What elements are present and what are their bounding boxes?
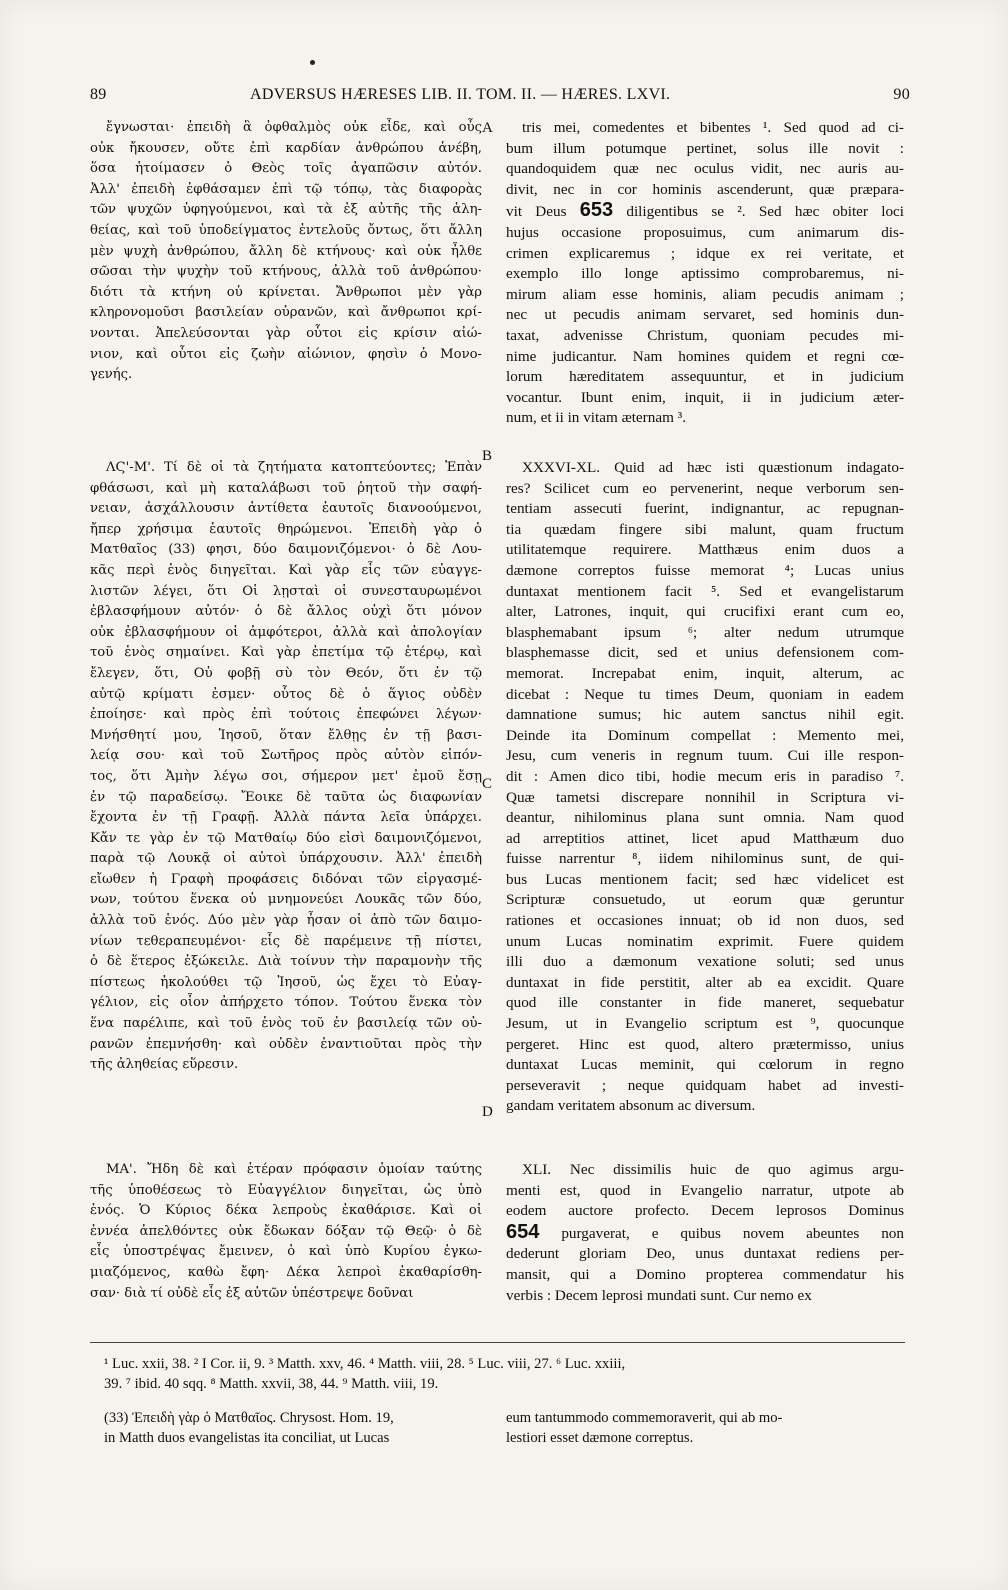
text-line: Μνήσθητί μου, Ἰησοῦ, ὅταν ἔλθῃς ἐν τῇ βασι- — [90, 727, 482, 743]
text-line: bus Lucas mentionem facit; sed hæc videlicet est — [506, 870, 904, 888]
text-line: nime judicantur. Nam homines quidem et regni cœ- — [506, 347, 904, 365]
text-line: tris mei, comedentes et bibentes ¹. Sed quod ad ci- — [522, 119, 904, 136]
marker-b: B — [482, 448, 493, 464]
text-line: tia quædam fingere sibi malunt, quam fructum — [506, 520, 904, 538]
text-line: οὐκ ἤκουσεν, οὔτε ἐπὶ καρδίαν ἀνθρώπου ἀνέβη, — [90, 140, 482, 156]
editor-note-right — [506, 1408, 904, 1448]
text-line: num, et ii in vitam æternam ³. — [506, 409, 687, 427]
text-line: unum Lucas nominatim exprimit. Fuere quidem — [506, 932, 904, 950]
greek-block-3 — [90, 1160, 482, 1304]
text-line: νων, τούτου ἕνεκα οὐ μνημονεύει Λουκᾶς τῶν δύο, — [90, 892, 482, 908]
text-line: pergeret. Hinc est quod, altero prætermisso, unius — [506, 1035, 904, 1053]
footnote-rule — [90, 1342, 905, 1343]
page-number-right: 90 — [893, 86, 910, 103]
text-line: ὅσα ἡτοίμασεν ὁ Θεὸς τοῖς ἀγαπῶσιν αὐτόν. — [90, 161, 482, 177]
editor-note-left — [104, 1408, 484, 1448]
text-line: in Matth duos evangelistas ita conciliat, ut Lucas — [104, 1430, 390, 1446]
latin-block-2 — [506, 458, 904, 1117]
greek-block-1 — [90, 118, 482, 386]
text-line: deantur, nihilominus plana sunt omnia. Nam quod — [506, 809, 904, 827]
text-line: mirum aliam esse hominis, aliam pecudis animam ; — [506, 285, 904, 303]
text-line: αὐτῷ κρίματι ἐσμεν· οὗτος δὲ ὁ ἅγιος οὐδὲν — [90, 686, 482, 702]
footnotes — [104, 1354, 904, 1394]
text-line: ἐβλασφήμουν αὐτόν· ὁ δὲ ἄλλος οὐχὶ ὅτι μόνον — [90, 604, 482, 620]
text-line: exemplo illo longe aptissimo comprobaremus, ni- — [506, 265, 904, 283]
text-line: νειαν, ἀσχάλλουσιν ἀντίθετα ἑαυτοῖς διανοούμενοι, — [90, 501, 482, 517]
text-line: fuisse narrentur ⁸, iidem nihilominus sunt, de qui- — [506, 850, 904, 868]
text-line: dicebat : Neque tu times Deum, quoniam in eadem — [506, 685, 904, 703]
text-line: gandam veritatem absonum ac diversum. — [506, 1097, 756, 1115]
ink-dot — [310, 60, 315, 65]
text-line: γέλιον, εἰς οἷον ἀπήρχετο τόπον. Τούτου ἕνεκα τὸν — [90, 995, 482, 1011]
text-line: ἔλεγεν, ὅτι, Οὐ φοβῇ σὺ τὸν Θεόν, ὅτι ἐν τῷ — [90, 665, 482, 681]
text-line: θείας, καὶ τοῦ ὑποδείγματος ἐντελοῦς ὄντως, ὅτι ἄλλη — [90, 222, 482, 238]
text-line: duntaxat mentionem facit ⁵. Sed et evangelistarum — [506, 582, 904, 600]
text-line: οὐκ ἐβλασφήμουν οἱ ἀμφότεροι, ἀλλὰ καὶ ἀπολογίαν — [90, 624, 482, 640]
text-line: verbis : Decem leprosi mundati sunt. Cur nemo ex — [506, 1286, 812, 1304]
marker-d: D — [482, 1104, 493, 1120]
text-line: bum illum potumque pertinet, solus ille novit : — [506, 139, 904, 157]
greek-block-2 — [90, 458, 482, 1076]
text-line: ἐν τῷ παραδείσῳ. Ἔοικε δὲ ταῦτα ὡς διαφωνίαν — [90, 789, 482, 805]
text-line: μὲν ψυχὴ ἀνθρώπου, ἄλλη δὲ κτήνους· καὶ οὐκ ἦλθε — [90, 243, 482, 259]
text-line: νονται. Ἀπελεύσονται γὰρ οὗτοι εἰς κρίσιν αἰώ- — [90, 325, 482, 341]
text-line: hujus occasione proposuimus, cum animarum dis- — [506, 223, 904, 241]
text-line: τῶν ψυχῶν ὑφηγούμενοι, καὶ τὰ ἐξ αὐτῆς τῆς ἀλη- — [90, 202, 482, 218]
text-line: Jesu, cum veneris in regnum tuum. Cui ille respon- — [506, 747, 904, 765]
text-line: Deinde ita Dominum compellat : Memento mei, — [506, 726, 904, 744]
text-line: ἤπερ χρήσιμα ἑαυτοῖς θηρώμενοι. Ἐπειδὴ γὰρ ὁ — [90, 521, 482, 537]
text-line: λείᾳ σου· καὶ τοῦ Σωτῆρος πρὸς αὐτὸν εἰπόν- — [90, 748, 482, 764]
text-line: γενής. — [90, 367, 133, 383]
text-line: ἕνα παρέλιπε, καὶ τοῦ ἑνὸς τοῦ ἐν βασιλείᾳ τῶν οὐ- — [90, 1016, 482, 1032]
text-line: 39. ⁷ ibid. 40 sqq. ⁸ Matth. xxvii, 38, 44. ⁹ Matth. viii, 19. — [104, 1376, 439, 1392]
text-line: eodem auctore profecto. Decem leprosos Dominus — [506, 1202, 904, 1220]
text-line: nec ut pecudis animam servaret, sed hominis dun- — [506, 306, 904, 324]
text-line: (33) Ἐπειδὴ γὰρ ὁ Ματθαῖος. Chrysost. Hom. 19, — [104, 1410, 394, 1426]
text-line: ΛϚ'-Μ'. Τί δὲ οἱ τὰ ζητήματα κατοπτεύοντες; Ἐπὰν — [106, 460, 482, 475]
text-line: σαν· διὰ τί οὐδὲ εἷς ἐξ αὐτῶν ὑπέστρεψε δοῦναι — [90, 1285, 414, 1301]
text-line: XXXVI-XL. Quid ad hæc isti quæstionum indagato- — [522, 459, 904, 476]
marker-c: C — [482, 776, 493, 792]
running-title: ADVERSUS HÆRESES LIB. II. TOM. II. — HÆRES. LXVI. — [250, 86, 671, 103]
text-line: Κἄν τε γὰρ ἐν τῷ Ματθαίῳ δύο εἰσὶ δαιμονιζόμενοι, — [90, 830, 482, 846]
text-line: κᾶς περὶ ἑνὸς διηγεῖται. Καὶ γὰρ εἷς τῶν εὐαγγε- — [90, 562, 482, 578]
marker-a: A — [482, 120, 493, 136]
edition-page-number: 653 — [579, 200, 614, 222]
text-line: blasphemabant ipsum ⁶; alter nedum utrumque — [506, 623, 904, 641]
edition-page-number: 654 — [506, 1221, 540, 1243]
text-line: eum tantummodo commemoraverit, qui ab mo- — [506, 1410, 783, 1426]
text-line: νιον, καὶ οὗτοι εἰς ζωὴν αἰώνιον, φησὶν ὁ Μονο- — [90, 346, 482, 362]
text-line: μιαζόμενος, καθὼ ἔφη· Δέκα λεπροὶ ἐκαθαρίσθη- — [90, 1264, 482, 1280]
text-line: duntaxat Lucas meminit, qui cœlorum in regno — [506, 1056, 904, 1074]
text-line: 654 purgaverat, e quibus novem abeuntes non — [506, 1221, 904, 1243]
text-line: ἐννέα ἀπελθόντες οὐκ ἔδωκαν δόξαν τῷ Θεῷ· ὁ δὲ — [90, 1223, 482, 1239]
text-line: tentiam assecuti fuerint, indignantur, ac repugnan- — [506, 500, 904, 518]
running-header — [90, 86, 910, 112]
text-line: ἐποίησε· καὶ πρὸς ἐπὶ τούτοις ἐπεφώνει λέγων· — [90, 707, 482, 723]
text-line: rationes et occasiones innuat; ob id non duos, sed — [506, 912, 904, 930]
text-line: ρανῶν ἐπεμνήσθη· καὶ οὐδὲν ἐναντιοῦται πρὸς τὴν — [90, 1036, 482, 1052]
text-line: menti est, quod in Evangelio narratur, utpote ab — [506, 1181, 904, 1199]
text-line: vocantur. Ibunt enim, inquit, ii in judicium æter- — [506, 388, 904, 406]
text-line: ἔγνωσται· ἐπειδὴ ἃ ὀφθαλμὸς οὐκ εἶδε, καὶ οὖς — [106, 120, 482, 135]
text-line: Ματθαῖος (33) φησι, δύο δαιμονιζόμενοι· ὁ δὲ Λου- — [90, 542, 482, 558]
text-line: ΜΑ'. Ἤδη δὲ καὶ ἑτέραν πρόφασιν ὁμοίαν ταύτης — [106, 1162, 482, 1177]
text-line: vit Deus 653 diligentibus se ². Sed hæc obiter loci — [506, 200, 904, 222]
text-line: ¹ Luc. xxii, 38. ² I Cor. ii, 9. ³ Matth. xxv, 46. ⁴ Matth. viii, 28. ⁵ Luc. viii, 27. ⁶ Luc. xxiii, — [104, 1356, 626, 1372]
text-line: παρὰ τῷ Λουκᾷ οἱ αὐτοὶ ὑπάρχουσιν. Ἀλλ' ἐπειδὴ — [90, 851, 482, 867]
text-line: ἔχοντα ἐν τῇ Γραφῇ. Ἀλλὰ πάντα λεῖα ὑπάρχει. — [90, 810, 482, 826]
text-line: quandoquidem quæ nec oculus vidit, nec auris au- — [506, 160, 904, 178]
text-line: utilitatemque requirere. Matthæus enim duos a — [506, 541, 904, 559]
text-line: φθάσωσι, καὶ μὴ καταλάβωσι τοῦ ῥητοῦ τὴν σαφή- — [90, 480, 482, 496]
text-line: mansit, qui a Domino propterea commendatur his — [506, 1265, 904, 1283]
text-line: τος, ὅτι Ἀμὴν λέγω σοι, σήμερον μετ' ἐμοῦ ἔσῃ — [90, 768, 482, 784]
text-line: dæmone correptos fuisse memorat ⁴; Lucas unius — [506, 561, 904, 579]
text-line: τῆς ἀληθείας εὕρεσιν. — [90, 1057, 239, 1073]
text-line: damnatione sumus; hic autem sanctus nihil egit. — [506, 706, 904, 724]
text-line: alter, Latrones, inquit, qui crucifixi erant cum eo, — [506, 603, 904, 621]
text-line: σῶσαι τὴν ψυχὴν τοῦ κτήνους, ἀλλὰ τοῦ ἀνθρώπου· — [90, 264, 482, 280]
text-line: crimen explicaremus ; idque ex rei veritate, et — [506, 244, 904, 262]
text-line: λιστῶν λέγει, ὅτι Οἱ λῃσταὶ οἱ συνεσταυρωμένοι — [90, 583, 482, 599]
text-line: πίστεως ἠκολούθει τῷ Ἰησοῦ, ὡς ἔχει τὸ Εὐαγ- — [90, 974, 482, 990]
text-line: Ἀλλ' ἐπειδὴ ἐφθάσαμεν ἐπὶ τῷ τόπῳ, τὰς διαφορὰς — [90, 181, 482, 197]
text-line: Quæ tametsi discrepare nonnihil in Scriptura vi- — [506, 788, 904, 806]
text-line: νίων τεθεραπευμένοι· εἷς δὲ παρέμεινε τῇ πίστει, — [90, 933, 482, 949]
latin-block-3 — [506, 1160, 904, 1306]
text-line: duntaxat in fide perstitit, alter ab ea excidit. Quare — [506, 973, 904, 991]
text-line: dit : Amen dico tibi, hodie mecum eris in paradiso ⁷. — [506, 767, 904, 785]
text-line: XLI. Nec dissimilis huic de quo agimus argu- — [522, 1161, 904, 1178]
text-line: τῆς ὑποθέσεως τὸ Εὐαγγέλιον διηγεῖται, ὡς ὑπὸ — [90, 1182, 482, 1198]
text-line: διότι τὰ κτήνη οὐ κρίνεται. Ἄνθρωποι μὲν γὰρ — [90, 284, 482, 300]
text-line: εἷς ὑποστρέψας ἔμεινεν, ὁ καὶ ὑπὸ Κυρίου ἐγκω- — [90, 1244, 482, 1260]
text-line: ad arreptitios attinet, licet apud Matthæum duo — [506, 829, 904, 847]
text-line: εἴωθεν ἡ Γραφὴ προφάσεις διδόναι τῶν εἰργασμέ- — [90, 871, 482, 887]
text-line: taxat, advenisse Christum, quoniam pecudes mi- — [506, 326, 904, 344]
text-line: perseveravit ; neque quidquam habet ad investi- — [506, 1076, 904, 1094]
text-line: κληρονομοῦσι βασιλείαν οὐρανῶν, καὶ ἄνθρωποι κρί- — [90, 305, 482, 321]
text-line: Jesum, ut in Evangelio scriptum est ⁹, quocunque — [506, 1015, 904, 1033]
text-line: illi duo a dæmonum vexatione soluti; sed unus — [506, 953, 904, 971]
text-line: ἑνός. Ὁ Κύριος δέκα λεπροὺς ἐκαθάρισε. Καὶ οἱ — [90, 1203, 482, 1219]
latin-block-1 — [506, 118, 904, 429]
text-line: lestiori esset dæmone correptus. — [506, 1430, 694, 1446]
text-line: quod ille constanter in fide maneret, sequebatur — [506, 994, 904, 1012]
text-line: dederunt gloriam Deo, unus duntaxat rediens per- — [506, 1245, 904, 1263]
text-line: blasphemasse dicit, sed et unius defensionem com- — [506, 644, 904, 662]
text-line: ὁ δὲ ἕτερος ἐξώκειλε. Διὰ τοίνυν τὴν παραμονὴν τῆς — [90, 954, 482, 970]
text-line: Scripturæ consuetudo, ut eorum quæ geruntur — [506, 891, 904, 909]
text-line: divit, nec in cor hominis ascenderunt, quæ præpara- — [506, 180, 904, 198]
page-number-left: 89 — [90, 86, 107, 103]
text-line: lorum hæreditatem assequuntur, et in judicium — [506, 368, 904, 386]
text-line: ἀλλὰ τοῦ ἑνός. Δύο μὲν γὰρ ἦσαν οἱ ἀπὸ τῶν δαιμο- — [90, 913, 482, 929]
text-line: memorat. Increpabat enim, inquit, alterum, ac — [506, 664, 904, 682]
text-line: τοῦ ἑνὸς σημαίνει. Καὶ γὰρ ἐπετίμα τῷ ἑτέρῳ, καὶ — [90, 645, 482, 661]
text-line: res? Scilicet cum eo pervenerint, neque verborum sen- — [506, 479, 904, 497]
